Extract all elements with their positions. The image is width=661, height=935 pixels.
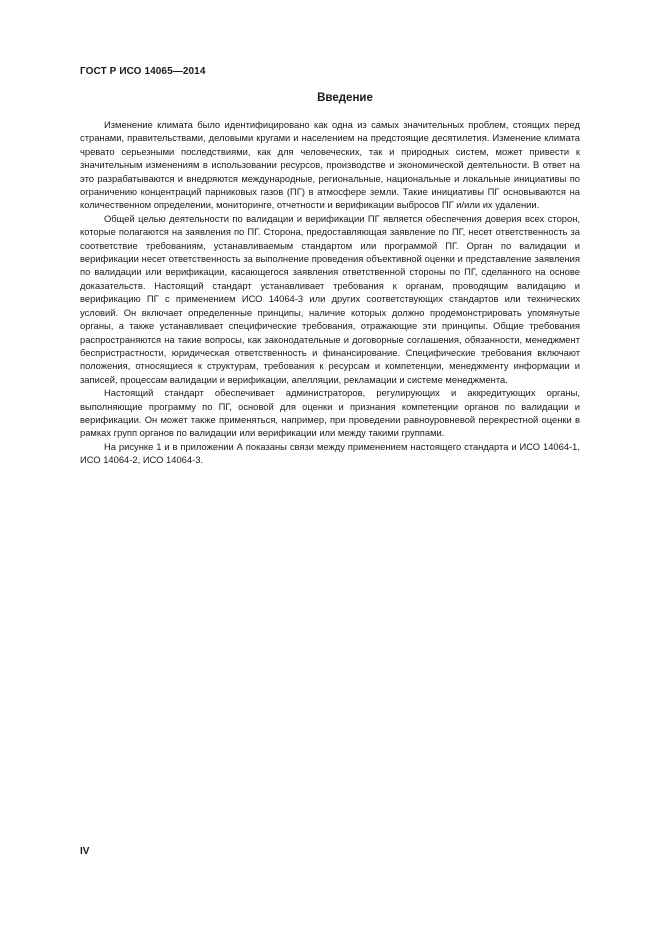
paragraph-2: Общей целью деятельности по валидации и верификации ПГ является обеспечения доверия всех сторон, которые полагаются на заявления по ПГ. Сторона, предоставляющая заявление по ПГ, несет ответственность за соответствие требованиям, устанавливаемым стандартом или программой ПГ. Орган по валидации и верификации несет ответственность за выполнение проведения объективной оценки и представление заявления по валидации или верификации, касающегося заявления ответственной стороны по ПГ, сделанного на основе доказательств. Настоящий стандарт устанавливает требования к органам, проводящим валидацию и верификацию ПГ с применением ИСО 14064-3 или других соответствующих стандартов или технических условий. Он включает определенные принципы, наличие которых должно продемонстрировать упомянутые органы, а также устанавливает специфические требования, отражающие эти принципы. Общие требования распространяются на такие вопросы, как законодательные и договорные соглашения, обязанности, менеджмент беспристрастности, юридическая ответственность и финансирование. Специфические требования включают положения, относящиеся к структурам, требования к ресурсам и компетенции, менеджменту информации и записей, процессам валидации и верификации, апелляции, рекламации и системе менеджмента. — [80, 212, 580, 385]
section-title: Введение — [317, 92, 373, 104]
page-number: IV — [80, 846, 90, 857]
introduction-body — [80, 118, 580, 467]
paragraph-4: На рисунке 1 и в приложении А показаны связи между применением настоящего стандарта и ИСО 14064-1, ИСО 14064-2, ИСО 14064-3. — [80, 440, 580, 466]
paragraph-3: Настоящий стандарт обеспечивает администраторов, регулирующих и аккредитующих органы, выполняющие программу по ПГ, основой для оценки и признания компетенции органов по валидации и верификации. Он может также применяться, например, при проведении равноуровневой перекрестной оценки в рамках групп органов по валидации или верификации или между такими группами. — [80, 387, 580, 439]
standard-code-header: ГОСТ Р ИСО 14065—2014 — [80, 66, 206, 77]
paragraph-1: Изменение климата было идентифицировано как одна из самых значительных проблем, стоящих перед странами, правительствами, деловыми кругами и населением на предстоящие десятилетия. Изменение климата чревато серьезными последствиями, как для человеческих, так и природных систем, может привести к значительным изменениям в использовании ресурсов, производстве и экономической деятельности. В ответ на это разрабатываются и внедряются международные, региональные, национальные и локальные инициативы по ограничению концентраций парниковых газов (ПГ) в атмосфере земли. Такие инициативы ПГ основываются на количественном определении, мониторинге, отчетности и верификации выбросов ПГ и/или их удалении. — [80, 119, 580, 211]
